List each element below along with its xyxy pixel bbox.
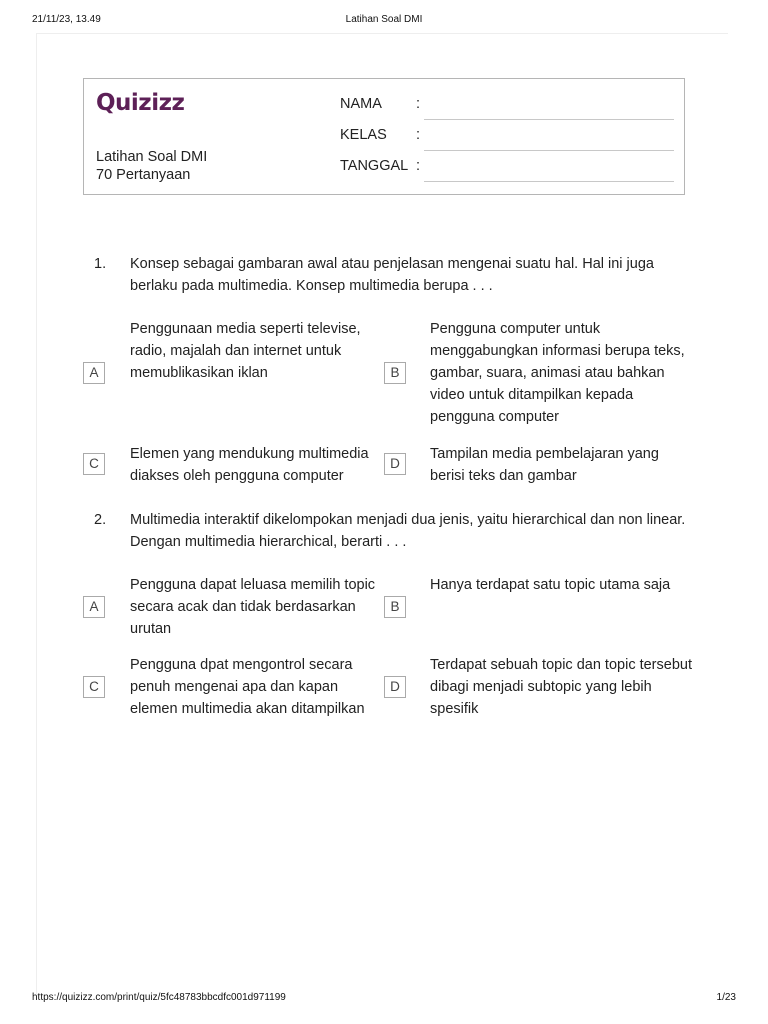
question-text: Multimedia interaktif dikelompokan menjadi dua jenis, yaitu hierarchical dan non linear. Dengan multimedia hierarchical, berarti . . . [130, 512, 686, 550]
option-box-d[interactable]: D [384, 676, 406, 698]
print-footer [32, 992, 736, 1006]
quiz-title: Latihan Soal DMI [96, 149, 208, 165]
option-box-a[interactable]: A [83, 362, 105, 384]
field-kelas [340, 127, 674, 149]
page-number: 1/23 [716, 992, 736, 1003]
option-text: Tampilan media pembelajaran yang berisi teks dan gambar [430, 446, 659, 484]
option-box-a[interactable]: A [83, 596, 105, 618]
option-text: Elemen yang mendukung multimedia diakses oleh pengguna computer [130, 446, 369, 484]
field-nama [340, 96, 674, 118]
option-text: Penggunaan media seperti televise, radio, majalah dan internet untuk memublikasikan iklan [130, 321, 361, 381]
field-blank-line[interactable] [424, 119, 674, 120]
page-divider-top [36, 33, 728, 34]
field-label: NAMA [340, 96, 382, 112]
option-box-d[interactable]: D [384, 453, 406, 475]
question-number: 2. [94, 512, 107, 528]
option-box-b[interactable]: B [384, 362, 406, 384]
option-text: Pengguna dpat mengontrol secara penuh mengenai apa dan kapan elemen multimedia akan ditampilkan [130, 657, 365, 717]
print-datetime: 21/11/23, 13.49 [32, 14, 101, 25]
field-blank-line[interactable] [424, 150, 674, 151]
question-text: Konsep sebagai gambaran awal atau penjelasan mengenai suatu hal. Hal ini juga berlaku pada multimedia. Konsep multimedia berupa . . . [130, 256, 654, 294]
option-text: Hanya terdapat satu topic utama saja [430, 577, 671, 593]
page-divider-left [36, 33, 37, 994]
field-tanggal [340, 158, 674, 180]
print-header [32, 14, 736, 30]
field-colon: : [416, 96, 421, 112]
print-url[interactable]: https://quizizz.com/print/quiz/5fc48783bbcdfc001d971199 [32, 992, 286, 1003]
option-box-c[interactable]: C [83, 453, 105, 475]
field-blank-line[interactable] [424, 181, 674, 182]
question-number: 1. [94, 256, 107, 272]
option-text: Pengguna computer untuk menggabungkan informasi berupa teks, gambar, suara, animasi atau bahkan video untuk ditampilkan kepada pengguna computer [430, 321, 685, 425]
quiz-header-box [83, 78, 685, 195]
field-colon: : [416, 127, 421, 143]
option-text: Terdapat sebuah topic dan topic tersebut dibagi menjadi subtopic yang lebih spesifik [430, 657, 692, 717]
field-label: TANGGAL [340, 158, 409, 174]
field-label: KELAS [340, 127, 387, 143]
option-box-c[interactable]: C [83, 676, 105, 698]
option-text: Pengguna dapat leluasa memilih topic secara acak dan tidak berdasarkan urutan [130, 577, 376, 637]
question-count: 70 Pertanyaan [96, 167, 191, 183]
quizizz-logo: Quizizz [96, 90, 185, 116]
print-title: Latihan Soal DMI [345, 14, 423, 25]
field-colon: : [416, 158, 421, 174]
option-box-b[interactable]: B [384, 596, 406, 618]
